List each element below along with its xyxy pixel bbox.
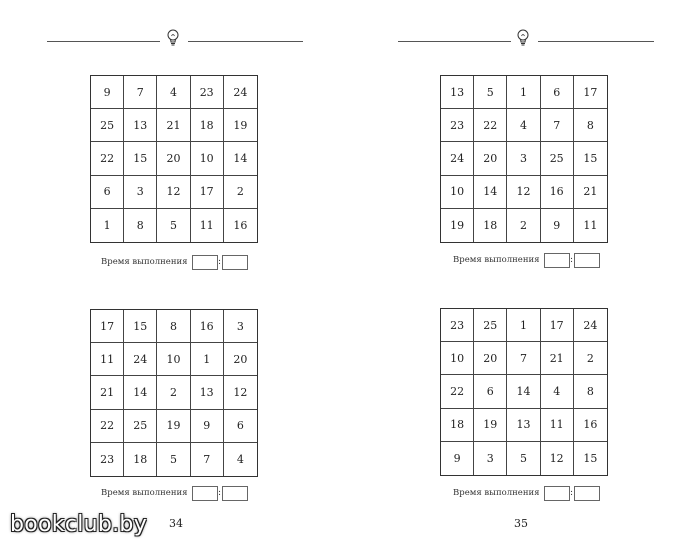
table-cell: 2: [507, 209, 540, 242]
table-cell: 15: [124, 310, 157, 343]
table-cell: 4: [236, 452, 244, 466]
table-cell: 3: [124, 176, 157, 209]
table-cell: 19: [441, 209, 474, 242]
table-cell: 7: [124, 76, 157, 109]
table-cell: 17: [541, 309, 574, 342]
time-separator: :: [217, 257, 222, 267]
header-rule-right: [398, 41, 511, 42]
table-cell: 24: [441, 142, 474, 175]
table-cell: 15: [574, 142, 607, 175]
time-separator: :: [569, 255, 574, 265]
time-seconds-box[interactable]: [222, 255, 248, 270]
lightbulb-icon: [166, 28, 180, 48]
table-cell: 17: [574, 76, 607, 109]
table-cell: 22: [441, 375, 474, 408]
table-cell: 21: [541, 342, 574, 375]
table-cell: 23: [441, 309, 474, 342]
table-cell: 12: [541, 442, 574, 475]
table-cell: 14: [124, 376, 157, 409]
table-cell: 9: [91, 76, 124, 109]
table-cell: 25: [91, 109, 124, 142]
table-cell: 12: [157, 176, 190, 209]
table-cell: 18: [191, 109, 224, 142]
table-cell: 19: [224, 109, 257, 142]
table-cell: 8: [574, 375, 607, 408]
table-cell: 22: [91, 410, 124, 443]
table-cell: 18: [474, 209, 507, 242]
time-row: [101, 254, 248, 270]
table-cell: 10: [441, 176, 474, 209]
table-cell: 7: [507, 342, 540, 375]
table-cell: 13: [191, 376, 224, 409]
table-cell: 3: [474, 442, 507, 475]
table-cell: 12: [224, 376, 257, 409]
time-separator: :: [569, 488, 574, 498]
table-cell: 25: [474, 309, 507, 342]
table-cell: 24: [224, 76, 257, 109]
table-cell: 16: [541, 176, 574, 209]
table-cell: 20: [224, 343, 257, 376]
time-label: Время выполнения: [101, 488, 188, 498]
table-cell: 7: [191, 443, 224, 476]
number-table: [90, 75, 258, 243]
table-cell: 21: [157, 109, 190, 142]
table-cell: 18: [441, 409, 474, 442]
time-minutes-box[interactable]: [192, 255, 218, 270]
table-cell: 15: [124, 142, 157, 175]
table-cell: 4: [507, 109, 540, 142]
table-cell: 10: [157, 343, 190, 376]
table-cell: 8: [157, 310, 190, 343]
table-cell: 15: [583, 451, 598, 465]
table-cell: 21: [91, 376, 124, 409]
time-label: Время выполнения: [453, 255, 540, 265]
right-page: [350, 0, 700, 560]
number-table: [440, 75, 608, 243]
table-cell: 2: [224, 176, 257, 209]
time-row: [453, 485, 600, 501]
table-cell: 6: [474, 375, 507, 408]
table-cell: 8: [574, 109, 607, 142]
table-cell: 14: [224, 142, 257, 175]
time-minutes-box[interactable]: [544, 486, 570, 501]
header-rule-left: [47, 41, 160, 42]
table-cell: 21: [574, 176, 607, 209]
table-cell: 25: [124, 410, 157, 443]
table-cell: 11: [191, 209, 224, 242]
time-minutes-box[interactable]: [192, 486, 218, 501]
table-cell: 16: [574, 409, 607, 442]
watermark: bookclub.by: [10, 512, 148, 537]
table-cell: 2: [574, 342, 607, 375]
table-cell: 7: [541, 109, 574, 142]
table-cell: 1: [507, 309, 540, 342]
table-cell: 23: [441, 109, 474, 142]
number-table: [440, 308, 608, 476]
time-minutes-box[interactable]: [544, 253, 570, 268]
table-cell: 12: [507, 176, 540, 209]
table-cell: 24: [574, 309, 607, 342]
lightbulb-icon: [516, 28, 530, 48]
table-cell: 9: [441, 442, 474, 475]
time-seconds-box[interactable]: [574, 253, 600, 268]
table-cell: 13: [507, 409, 540, 442]
page-number: 34: [169, 517, 183, 530]
time-label: Время выполнения: [101, 257, 188, 267]
table-cell: 19: [474, 409, 507, 442]
table-cell: 5: [474, 76, 507, 109]
table-cell: 23: [91, 443, 124, 476]
table-cell: 4: [157, 76, 190, 109]
table-cell: 6: [541, 76, 574, 109]
table-cell: 20: [474, 142, 507, 175]
table-cell: 1: [191, 343, 224, 376]
table-cell: 4: [541, 375, 574, 408]
time-row: [101, 485, 248, 501]
table-cell: 5: [507, 442, 540, 475]
table-cell: 1: [507, 76, 540, 109]
time-label: Время выполнения: [453, 488, 540, 498]
table-cell: 5: [157, 209, 190, 242]
page-number: 35: [514, 517, 528, 530]
table-cell: 6: [224, 410, 257, 443]
header-rule-right-2: [538, 41, 654, 42]
table-cell: 2: [157, 376, 190, 409]
table-cell: 8: [124, 209, 157, 242]
table-cell: 20: [157, 142, 190, 175]
table-cell: 11: [583, 218, 598, 232]
time-row: [453, 252, 600, 268]
time-seconds-box[interactable]: [222, 486, 248, 501]
table-cell: 3: [507, 142, 540, 175]
number-table: [90, 309, 258, 477]
time-seconds-box[interactable]: [574, 486, 600, 501]
table-cell: 17: [91, 310, 124, 343]
table-cell: 10: [441, 342, 474, 375]
table-cell: 23: [191, 76, 224, 109]
table-cell: 5: [157, 443, 190, 476]
table-cell: 18: [124, 443, 157, 476]
table-cell: 16: [191, 310, 224, 343]
table-cell: 11: [91, 343, 124, 376]
table-cell: 25: [541, 142, 574, 175]
table-cell: 22: [91, 142, 124, 175]
table-cell: 6: [91, 176, 124, 209]
table-cell: 19: [157, 410, 190, 443]
table-cell: 10: [191, 142, 224, 175]
table-cell: 22: [474, 109, 507, 142]
table-cell: 11: [541, 409, 574, 442]
table-cell: 16: [233, 218, 248, 232]
table-cell: 24: [124, 343, 157, 376]
time-separator: :: [217, 488, 222, 498]
table-cell: 1: [91, 209, 124, 242]
table-cell: 13: [124, 109, 157, 142]
table-cell: 13: [441, 76, 474, 109]
table-cell: 14: [507, 375, 540, 408]
table-cell: 9: [541, 209, 574, 242]
table-cell: 17: [191, 176, 224, 209]
table-cell: 3: [224, 310, 257, 343]
header-rule-left-2: [188, 41, 303, 42]
table-cell: 9: [191, 410, 224, 443]
table-cell: 14: [474, 176, 507, 209]
table-cell: 20: [474, 342, 507, 375]
